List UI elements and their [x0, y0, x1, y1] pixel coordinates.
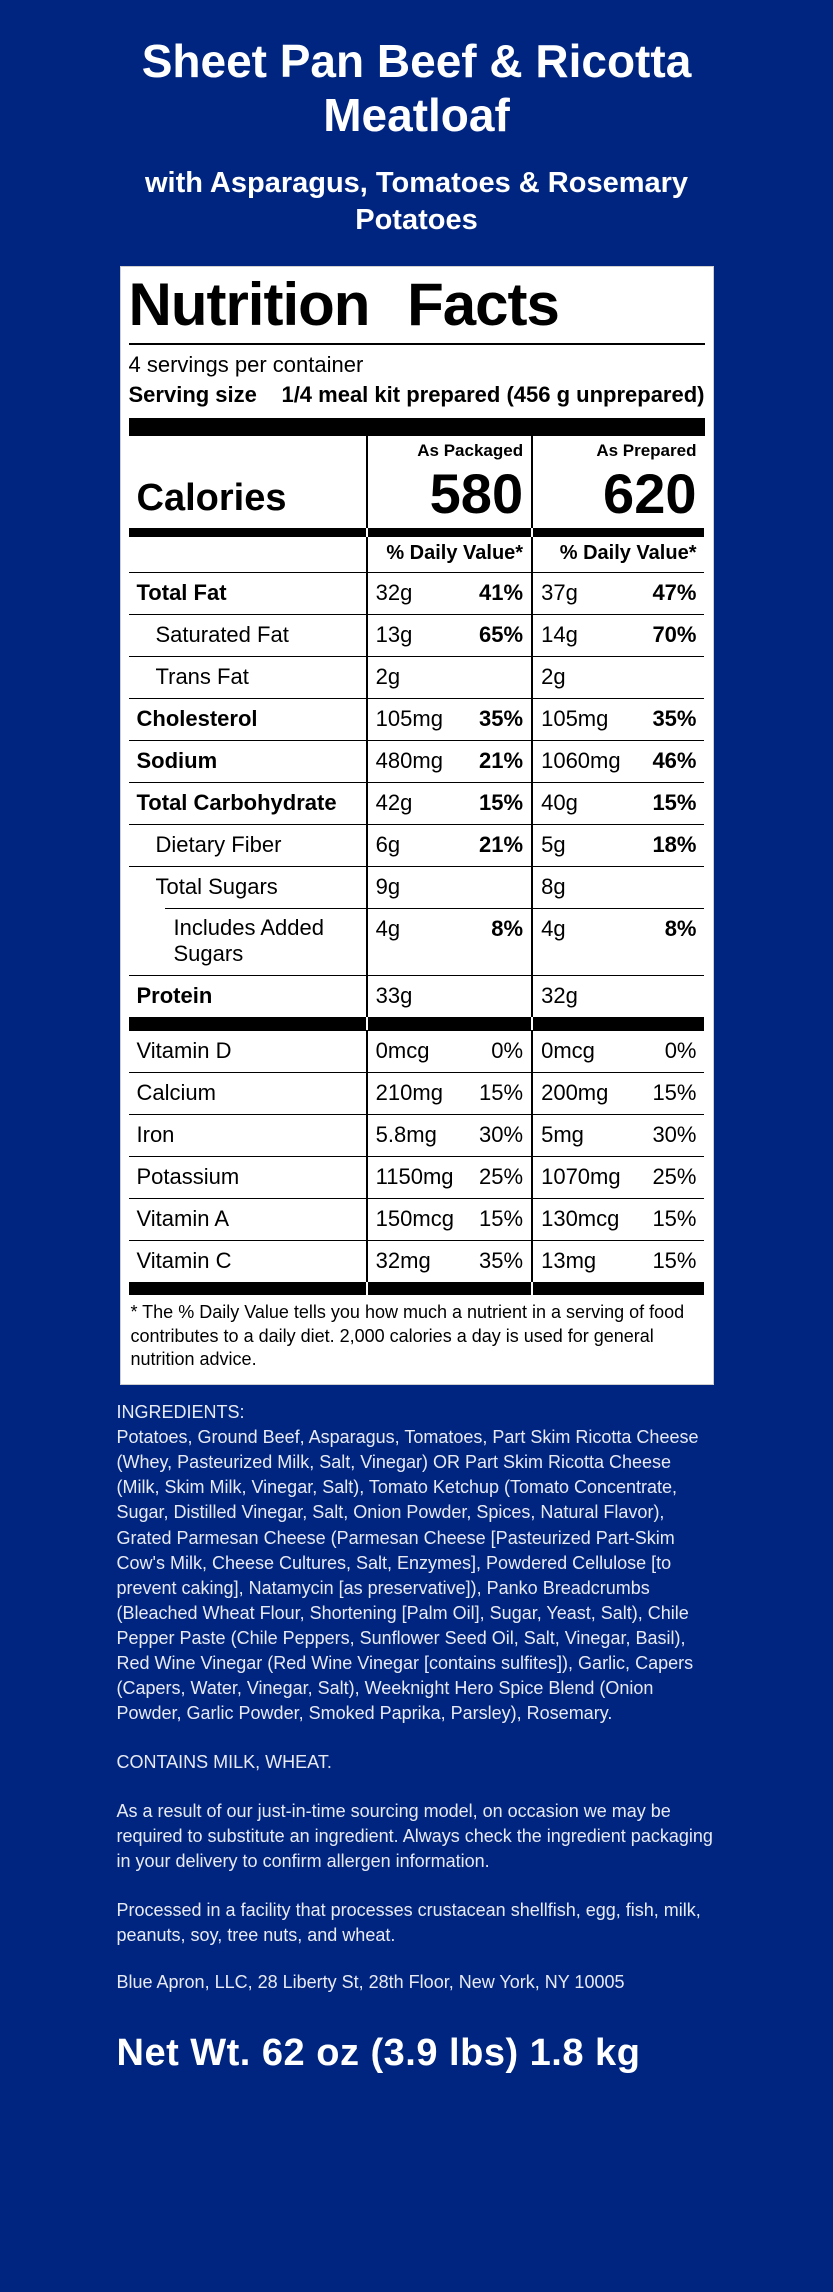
calories-label	[129, 436, 366, 528]
packaged-amount: 9g	[375, 873, 401, 899]
packaged-value-cell	[366, 1030, 531, 1072]
packaged-value-cell	[366, 1198, 531, 1240]
nutrition-facts-panel	[120, 266, 714, 1386]
prepared-daily-value: 15%	[652, 1247, 697, 1273]
prepared-value-cell	[531, 1198, 704, 1240]
thick-separator-bar	[129, 1282, 366, 1295]
nutrient-name: Dietary Fiber	[129, 824, 366, 866]
prepared-value-cell	[531, 614, 704, 656]
packaged-value-cell	[366, 656, 531, 698]
thick-separator-bar	[531, 1282, 704, 1295]
prepared-amount: 5g	[541, 831, 566, 857]
prepared-daily-value: 8%	[664, 915, 697, 941]
prepared-amount: 13mg	[541, 1247, 597, 1273]
packaged-daily-value: 15%	[479, 1079, 524, 1105]
packaged-amount: 0mcg	[375, 1037, 430, 1063]
packaged-value-cell	[366, 1156, 531, 1198]
packaged-value-cell	[366, 1114, 531, 1156]
packaged-daily-value: 35%	[479, 705, 524, 731]
as-prepared-header: As Prepared	[596, 440, 697, 460]
packaged-amount: 5.8mg	[375, 1121, 437, 1147]
prepared-amount: 130mcg	[541, 1205, 620, 1231]
packaged-value-cell	[366, 824, 531, 866]
prepared-daily-value: 0%	[664, 1037, 697, 1063]
packaged-value-cell	[366, 614, 531, 656]
nutrient-name: Potassium	[129, 1156, 366, 1198]
medium-separator-bar	[531, 528, 704, 537]
page-subtitle: with Asparagus, Tomatoes & Rosemary Potatoes	[144, 166, 689, 237]
prepared-value-cell	[531, 1114, 704, 1156]
nutrition-table	[129, 436, 705, 1295]
prepared-value-cell	[531, 1240, 704, 1282]
prepared-amount: 1060mg	[541, 747, 621, 773]
packaged-amount: 32mg	[375, 1247, 431, 1273]
prepared-amount: 0mcg	[541, 1037, 595, 1063]
prepared-amount: 32g	[541, 982, 578, 1008]
nutrient-name: Cholesterol	[129, 698, 366, 740]
prepared-daily-value: 46%	[652, 747, 697, 773]
packaged-value-cell	[366, 782, 531, 824]
prepared-value-cell	[531, 656, 704, 698]
packaged-daily-value: 35%	[479, 1247, 524, 1273]
nutrient-name: Sodium	[129, 740, 366, 782]
prepared-daily-value: 30%	[652, 1121, 697, 1147]
packaged-value-cell	[366, 1072, 531, 1114]
packaged-amount: 105mg	[375, 705, 443, 731]
packaged-amount: 6g	[375, 831, 401, 857]
packaged-amount: 4g	[375, 915, 401, 941]
prepared-amount: 105mg	[541, 705, 609, 731]
prepared-value-cell	[531, 1156, 704, 1198]
packaged-amount: 1150mg	[375, 1163, 454, 1189]
packaged-amount: 42g	[375, 789, 413, 815]
thick-separator-bar	[366, 1017, 531, 1030]
prepared-value-cell	[531, 1030, 704, 1072]
prepared-value-cell	[531, 824, 704, 866]
prepared-amount: 14g	[541, 621, 578, 647]
packaged-daily-value: 25%	[479, 1163, 524, 1189]
ingredients-heading: INGREDIENTS:	[116, 1402, 245, 1423]
packaged-daily-value: 21%	[479, 831, 524, 857]
details-section	[117, 1400, 717, 2079]
prepared-daily-value: 15%	[652, 789, 697, 815]
prepared-daily-value: 47%	[652, 579, 697, 605]
packaged-amount: 13g	[375, 621, 413, 647]
nutrient-name: Total Fat	[129, 572, 366, 614]
as-prepared-calories: 620	[603, 461, 697, 525]
empty-cell	[129, 537, 366, 572]
prepared-amount: 1070mg	[541, 1163, 621, 1189]
packaged-amount: 33g	[375, 982, 413, 1008]
ingredients-list: Potatoes, Ground Beef, Asparagus, Tomatoes, Part Skim Ricotta Cheese (Whey, Pasteurized Milk, Salt, Vinegar) OR Part Skim Ricotta Cheese (Milk, Skim Milk, Vinegar, Salt), Tomato Ketchup (Tomato Concentrate, Sugar, Distilled Vinegar, Salt, Onion Powder, Spices, Natural Flavor), Grated Parmesan Cheese (Parmesan Cheese [Pasteurized Part-Skim Cow's Milk, Cheese Cultures, Salt, Enzymes], Powdered Cellulose [to prevent caking], Natamycin [as preservative]), Panko Breadcrumbs (Bleached Wheat Flour, Shortening [Palm Oil], Sugar, Yeast, Salt), Chile Pepper Paste (Chile Peppers, Sunflower Seed Oil, Salt, Vinegar, Basil), Red Wine Vinegar (Red Wine Vinegar [contains sulfites]), Garlic, Capers (Capers, Water, Vinegar, Salt), Weeknight Hero Spice Blend (Onion Powder, Garlic Powder, Smoked Paprika, Parsley), Rosemary.	[116, 1427, 699, 1723]
packaged-value-cell	[366, 908, 531, 975]
as-prepared-calories-cell	[531, 436, 704, 528]
facility-note: Processed in a facility that processes crustacean shellfish, egg, fish, milk, peanuts, soy, tree nuts, and wheat.	[116, 1899, 701, 1945]
prepared-value-cell	[531, 740, 704, 782]
prepared-daily-value: 35%	[652, 705, 697, 731]
prepared-amount: 4g	[541, 915, 566, 941]
nutrient-name: Saturated Fat	[129, 614, 366, 656]
company-address: Blue Apron, LLC, 28 Liberty St, 28th Floor, New York, NY 10005	[116, 1971, 625, 1992]
prepared-daily-value: 15%	[652, 1079, 697, 1105]
packaged-daily-value: 65%	[479, 621, 524, 647]
nutrient-name: Total Carbohydrate	[129, 782, 366, 824]
nutrient-name: Includes Added Sugars	[129, 908, 366, 975]
nutrient-name: Vitamin D	[129, 1030, 366, 1072]
servings-per-container: 4 servings per container	[128, 351, 364, 377]
daily-value-footnote: * The % Daily Value tells you how much a nutrient in a serving of food contributes to a daily diet. 2,000 calories a day is used for general nutrition advice.	[130, 1301, 685, 1370]
packaged-value-cell	[366, 572, 531, 614]
nutrient-name: Vitamin A	[129, 1198, 366, 1240]
packaged-daily-value: 41%	[479, 579, 524, 605]
nutrient-name: Iron	[129, 1114, 366, 1156]
nutrient-name: Total Sugars	[129, 866, 366, 908]
prepared-value-cell	[531, 698, 704, 740]
packaged-daily-value: 30%	[479, 1121, 524, 1147]
prepared-daily-value: 25%	[652, 1163, 697, 1189]
prepared-value-cell	[531, 572, 704, 614]
nutrient-name: Calcium	[129, 1072, 366, 1114]
packaged-daily-value: 8%	[491, 915, 524, 941]
prepared-amount: 200mg	[541, 1079, 609, 1105]
thick-separator-bar	[366, 1282, 531, 1295]
packaged-amount: 210mg	[375, 1079, 443, 1105]
packaged-amount: 2g	[375, 663, 401, 689]
prepared-value-cell	[531, 866, 704, 908]
substitution-note: As a result of our just-in-time sourcing model, on occasion we may be required to substitute an ingredient. Always check the ingredient packaging in your delivery to confirm allergen information.	[116, 1800, 713, 1871]
net-weight: Net Wt. 62 oz (3.9 lbs) 1.8 kg	[116, 2031, 641, 2074]
prepared-value-cell	[531, 975, 704, 1017]
serving-size-value: 1/4 meal kit prepared (456 g unprepared)	[281, 381, 705, 407]
nutrient-name: Trans Fat	[129, 656, 366, 698]
packaged-value-cell	[366, 866, 531, 908]
packaged-value-cell	[366, 698, 531, 740]
prepared-amount: 40g	[541, 789, 578, 815]
packaged-amount: 32g	[375, 579, 413, 605]
packaged-value-cell	[366, 975, 531, 1017]
daily-value-header-prepared: % Daily Value*	[531, 537, 704, 572]
divider	[129, 343, 705, 345]
packaged-daily-value: 15%	[479, 1205, 524, 1231]
prepared-value-cell	[531, 908, 704, 975]
packaged-amount: 150mcg	[375, 1205, 454, 1231]
prepared-amount: 2g	[541, 663, 566, 689]
as-packaged-header: As Packaged	[417, 440, 524, 460]
prepared-daily-value: 70%	[652, 621, 697, 647]
prepared-value-cell	[531, 1072, 704, 1114]
nutrition-facts-title: Nutrition Facts	[128, 270, 559, 338]
prepared-amount: 37g	[541, 579, 578, 605]
prepared-daily-value: 18%	[652, 831, 697, 857]
prepared-value-cell	[531, 782, 704, 824]
allergen-statement: CONTAINS MILK, WHEAT.	[116, 1751, 332, 1772]
page-title: Sheet Pan Beef & Ricotta Meatloaf	[141, 35, 692, 142]
thick-separator	[129, 418, 705, 436]
nutrient-name: Vitamin C	[129, 1240, 366, 1282]
serving-size-row	[129, 379, 705, 418]
as-packaged-calories: 580	[429, 461, 524, 525]
medium-separator-bar	[129, 528, 366, 537]
thick-separator-bar	[531, 1017, 704, 1030]
as-packaged-calories-cell	[366, 436, 531, 528]
prepared-daily-value: 15%	[652, 1205, 697, 1231]
packaged-value-cell	[366, 740, 531, 782]
daily-value-header-packaged: % Daily Value*	[366, 537, 531, 572]
prepared-amount: 8g	[541, 873, 566, 899]
packaged-amount: 480mg	[375, 747, 443, 773]
serving-size-label: Serving size	[128, 381, 257, 407]
thick-separator-bar	[129, 1017, 366, 1030]
prepared-amount: 5mg	[541, 1121, 584, 1147]
nutrient-name: Protein	[129, 975, 366, 1017]
packaged-daily-value: 0%	[491, 1037, 524, 1063]
packaged-value-cell	[366, 1240, 531, 1282]
medium-separator-bar	[366, 528, 531, 537]
header	[0, 0, 833, 240]
calories-label-text: Calories	[136, 476, 287, 519]
packaged-daily-value: 15%	[479, 789, 524, 815]
packaged-daily-value: 21%	[479, 747, 524, 773]
